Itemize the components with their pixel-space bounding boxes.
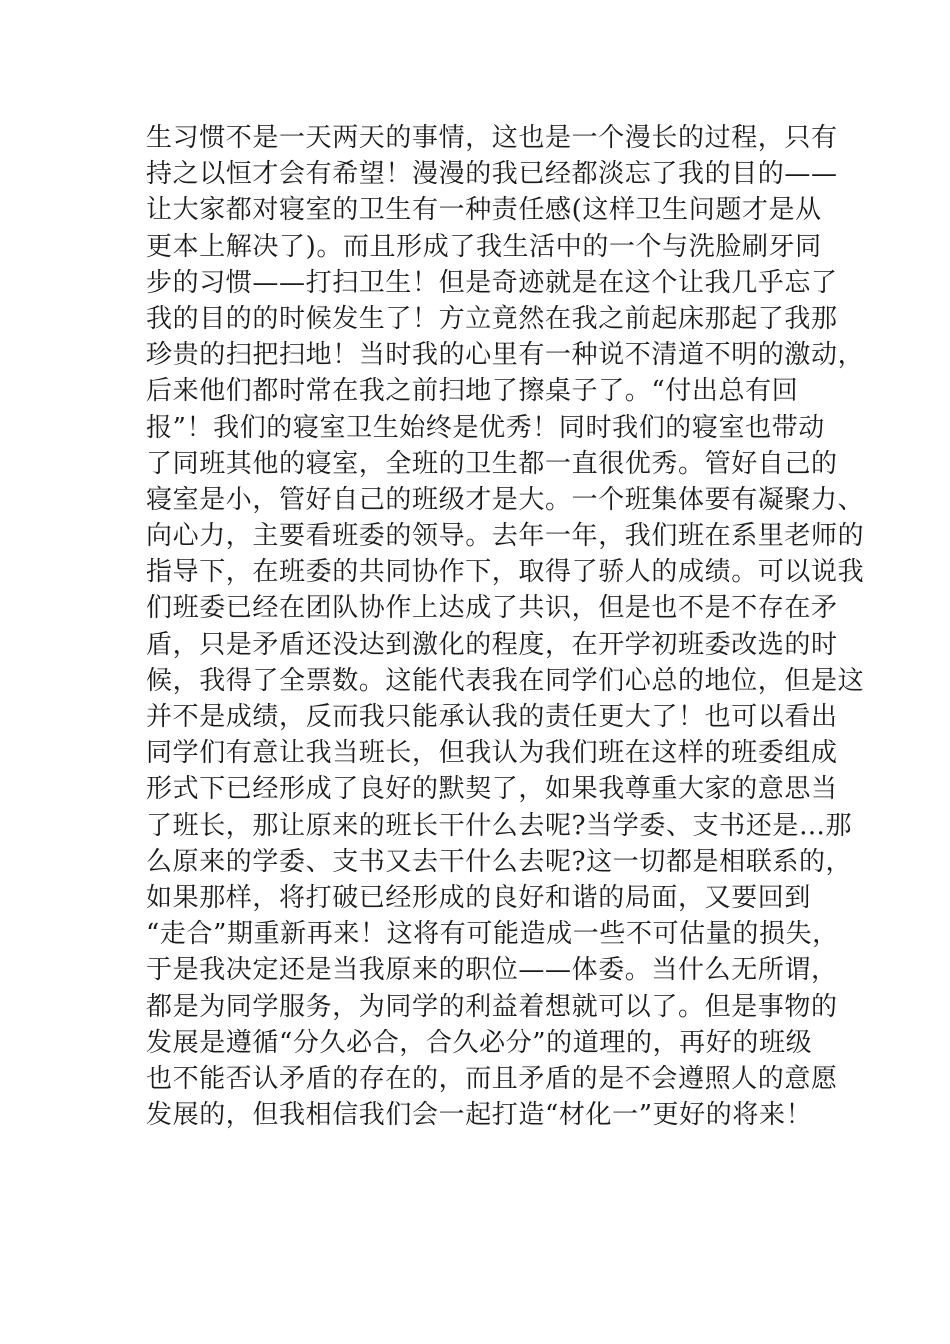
text-line: “走合”期重新再来！这将有可能造成一些不可估量的损失， (146, 919, 839, 950)
text-line: 么原来的学委、支书又去干什么去呢?这一切都是相联系的， (146, 846, 853, 877)
text-line: 持之以恒才会有希望！漫漫的我已经都淡忘了我的目的—— (146, 159, 838, 190)
text-line: 我的目的的时候发生了！方立竟然在我之前起床那起了我那 (146, 303, 838, 334)
text-line: 了同班其他的寝室，全班的卫生都一直很优秀。管好自己的 (146, 448, 838, 479)
text-line: 珍贵的扫把扫地！当时我的心里有一种说不清道不明的激动， (146, 340, 865, 371)
text-line: 形式下已经形成了良好的默契了，如果我尊重大家的意思当 (146, 774, 838, 805)
text-line: 同学们有意让我当班长，但我认为我们班在这样的班委组成 (146, 738, 838, 769)
text-line: 盾，只是矛盾还没达到激化的程度，在开学初班委改选的时 (146, 629, 838, 660)
text-line: 让大家都对寝室的卫生有一种责任感(这样卫生问题才是从 (146, 195, 822, 226)
body-text (146, 120, 865, 1133)
text-line: 更本上解决了)。而且形成了我生活中的一个与洗脸刷牙同 (146, 231, 822, 262)
text-line: 了班长，那让原来的班长干什么去呢?当学委、支书还是…那 (146, 810, 853, 841)
text-line: 后来他们都时常在我之前扫地了擦桌子了。“付出总有回 (146, 376, 799, 407)
text-line: 也不能否认矛盾的存在的，而且矛盾的是不会遵照人的意愿 (146, 1063, 838, 1094)
text-line: 生习惯不是一天两天的事情，这也是一个漫长的过程，只有 (146, 123, 838, 153)
text-line: 报”！我们的寝室卫生始终是优秀！同时我们的寝室也带动 (146, 412, 825, 443)
text-line: 如果那样，将打破已经形成的良好和谐的局面，又要回到 (146, 882, 812, 913)
text-line: 向心力，主要看班委的领导。去年一年，我们班在系里老师的 (146, 521, 865, 552)
text-line: 候，我得了全票数。这能代表我在同学们心总的地位，但是这 (146, 665, 865, 696)
text-line: 发展是遵循“分久必合，合久必分”的道理的，再好的班级 (146, 1027, 813, 1058)
text-line: 指导下，在班委的共同协作下，取得了骄人的成绩。可以说我 (146, 557, 865, 588)
text-line: 发展的，但我相信我们会一起打造“材化一”更好的将来！ (146, 1100, 813, 1131)
text-line: 寝室是小，管好自己的班级才是大。一个班集体要有凝聚力、 (146, 484, 865, 515)
text-line: 都是为同学服务，为同学的利益着想就可以了。但是事物的 (146, 991, 838, 1022)
text-line: 步的习惯——打扫卫生！但是奇迹就是在这个让我几乎忘了 (146, 267, 838, 298)
text-line: 于是我决定还是当我原来的职位——体委。当什么无所谓， (146, 955, 838, 986)
text-line: 们班委已经在团队协作上达成了共识，但是也不是不存在矛 (146, 593, 838, 624)
text-line: 并不是成绩，反而我只能承认我的责任更大了！也可以看出 (146, 702, 838, 732)
